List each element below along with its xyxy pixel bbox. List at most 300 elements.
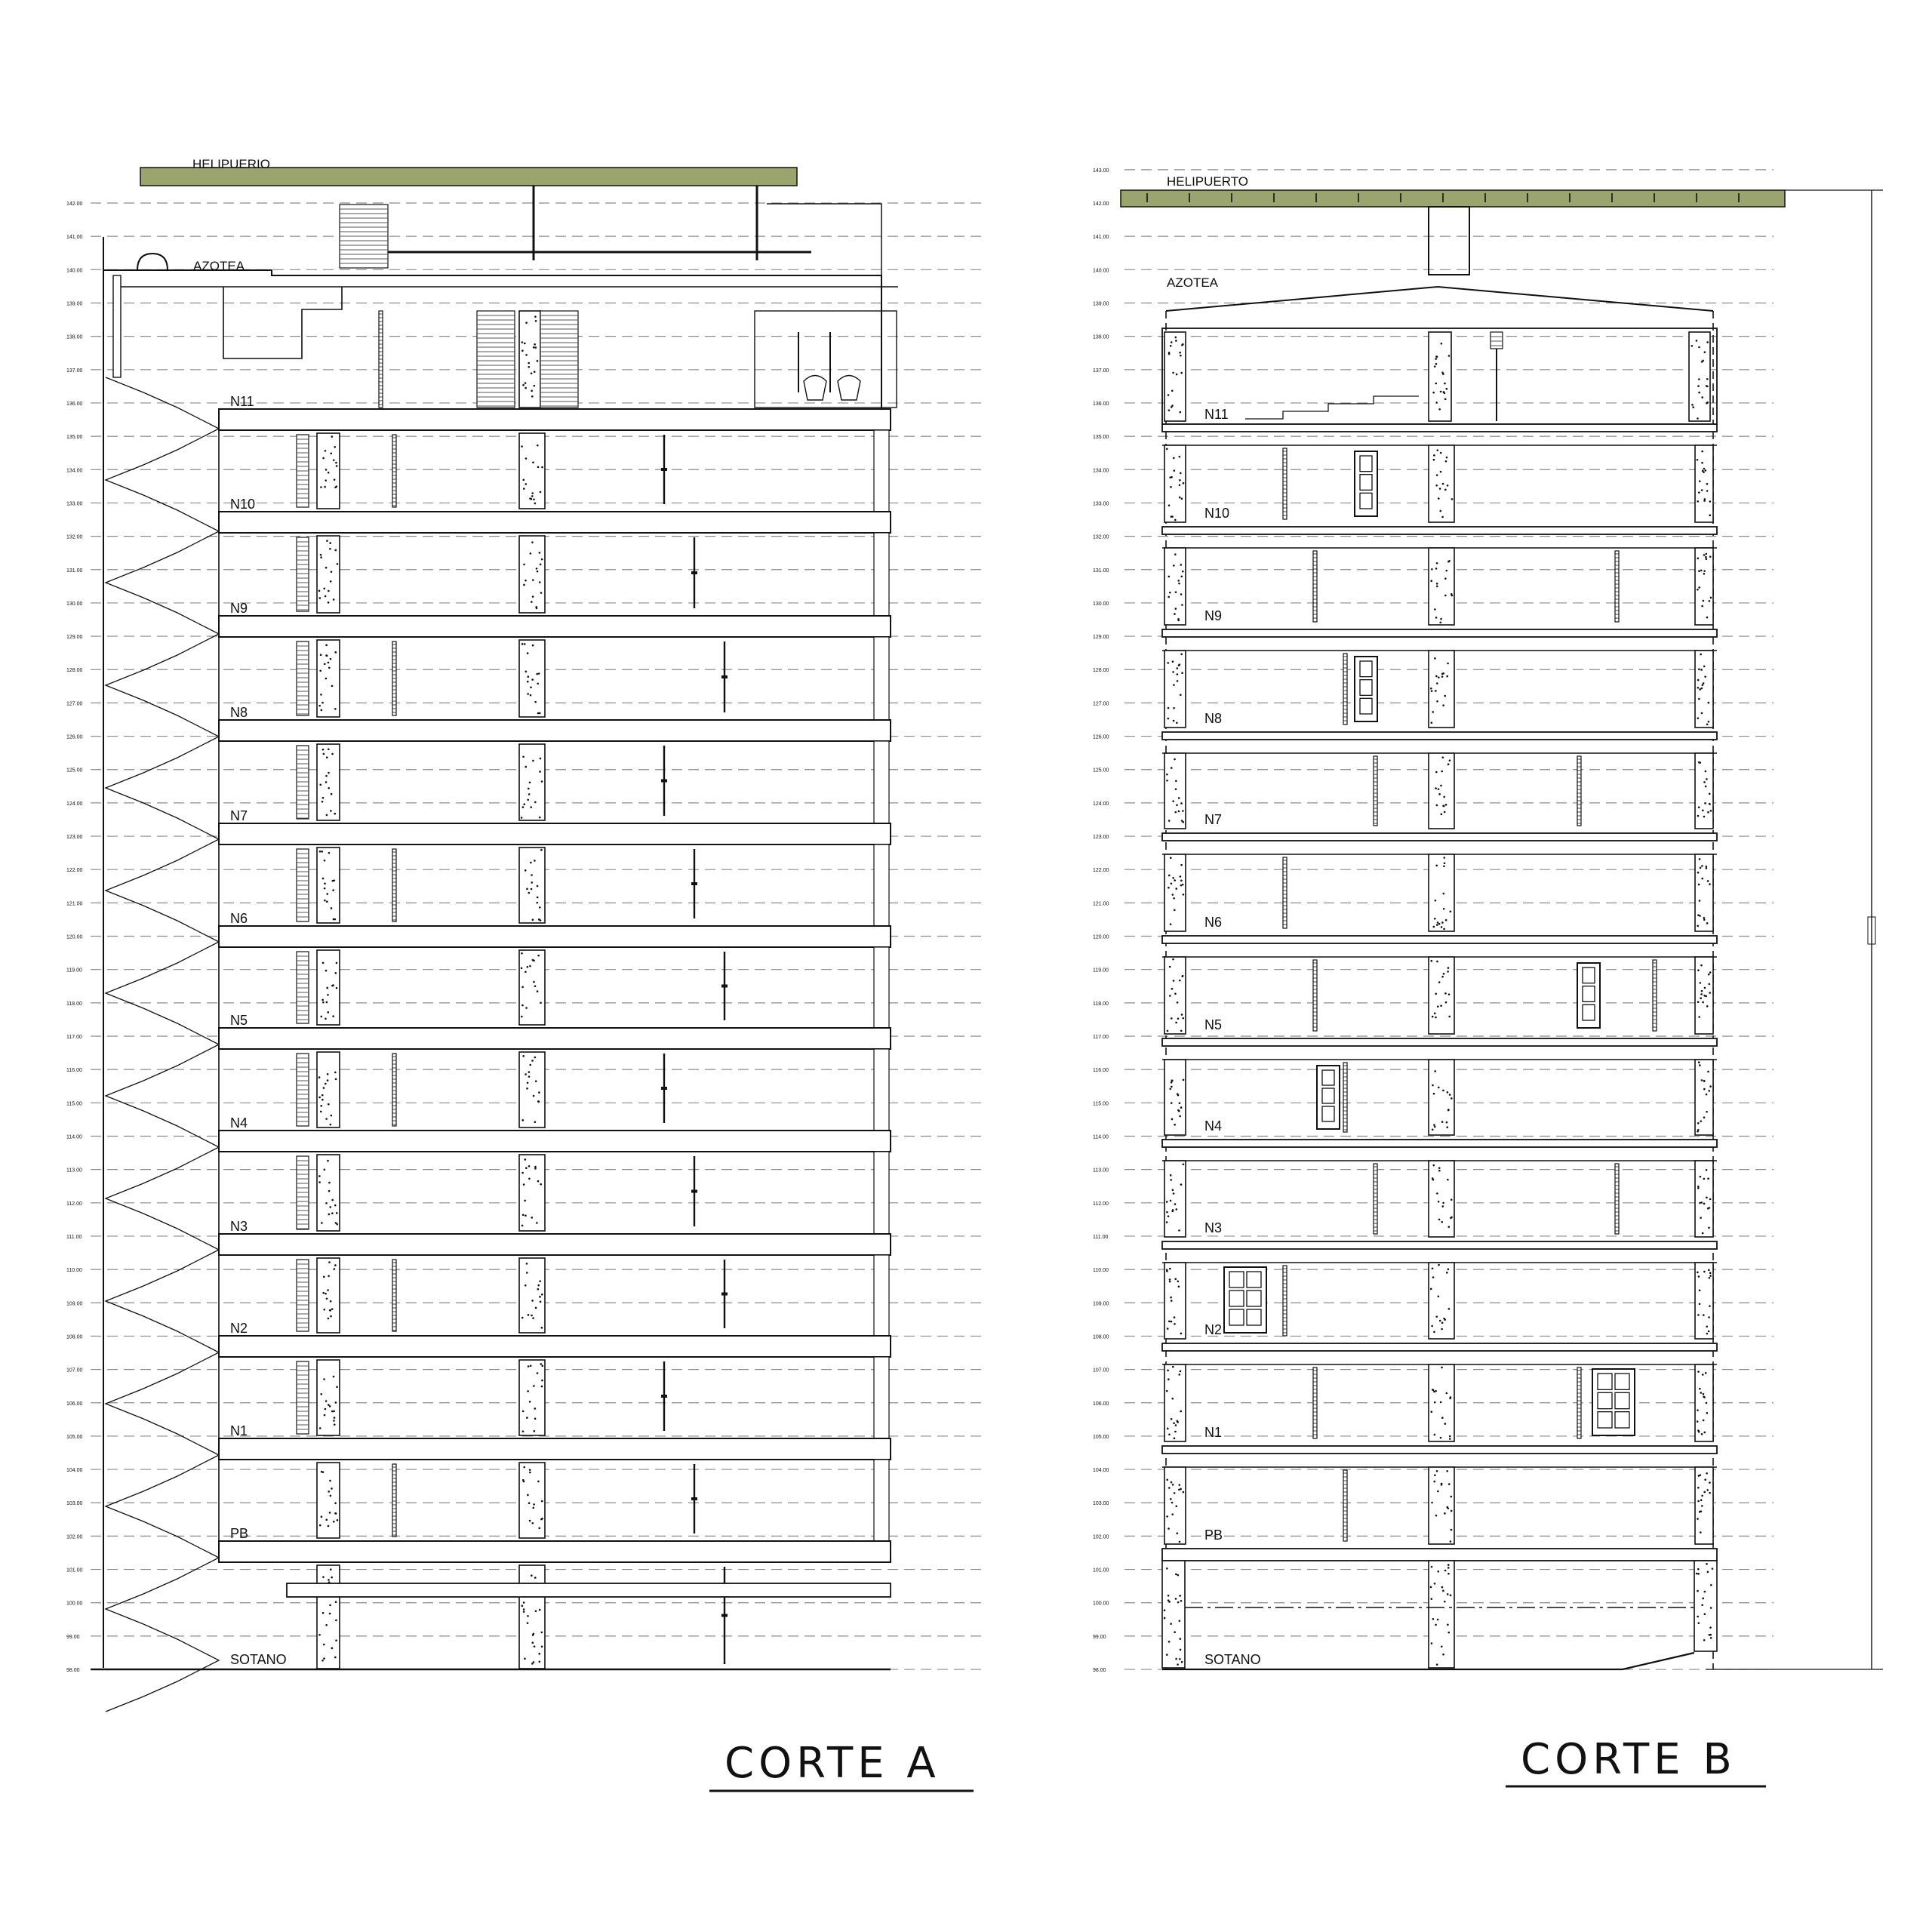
concrete-speckle <box>1699 1388 1701 1390</box>
concrete-speckle <box>1433 1331 1435 1334</box>
concrete-speckle <box>326 900 328 903</box>
concrete-speckle <box>1168 875 1171 877</box>
concrete-speckle <box>540 758 542 760</box>
concrete-speckle <box>1702 1001 1704 1004</box>
concrete-speckle <box>1704 802 1706 804</box>
concrete-speckle <box>1697 1314 1700 1316</box>
concrete-speckle <box>1436 583 1438 585</box>
concrete-speckle <box>322 962 325 964</box>
concrete-speckle <box>332 1015 334 1017</box>
concrete-speckle <box>1438 1219 1441 1221</box>
concrete-speckle <box>1166 774 1168 776</box>
concrete-speckle <box>1697 717 1700 719</box>
concrete-speckle <box>318 1181 321 1183</box>
concrete-speckle <box>1168 504 1171 506</box>
concrete-speckle <box>1177 580 1180 582</box>
roof-label-b: AZOTEA <box>1167 275 1219 290</box>
level-label: N1 <box>1204 1425 1223 1440</box>
concrete-speckle <box>1432 1276 1435 1278</box>
concrete-speckle <box>1700 964 1703 967</box>
concrete-speckle <box>1444 1423 1447 1425</box>
concrete-speckle <box>1182 571 1184 573</box>
concrete-speckle <box>1435 675 1438 678</box>
concrete-speckle <box>1446 1506 1448 1509</box>
concrete-speckle <box>329 548 331 550</box>
concrete-speckle <box>521 1225 524 1227</box>
concrete-speckle <box>1436 1663 1438 1666</box>
concrete-speckle <box>1178 811 1180 813</box>
elevation-tick-label: 117.00 <box>66 1035 82 1040</box>
floor-slab <box>219 823 891 844</box>
concrete-speckle <box>1443 1318 1445 1320</box>
concrete-speckle <box>335 1401 337 1404</box>
concrete-speckle <box>333 1420 335 1422</box>
concrete-speckle <box>534 1430 536 1432</box>
concrete-speckle <box>1171 1418 1173 1420</box>
floor-slab <box>219 1336 891 1357</box>
concrete-speckle <box>1441 516 1444 518</box>
concrete-speckle <box>1708 1331 1710 1333</box>
concrete-speckle <box>1697 1487 1700 1489</box>
concrete-speckle <box>528 366 530 368</box>
concrete-speckle <box>1697 589 1699 591</box>
elevation-tick-label: 122.00 <box>1093 868 1109 874</box>
concrete-speckle <box>1444 695 1446 697</box>
concrete-speckle <box>538 672 540 675</box>
concrete-speckle <box>528 1365 530 1367</box>
concrete-speckle <box>1174 1438 1176 1440</box>
concrete-speckle <box>1447 1632 1450 1634</box>
concrete-speckle <box>532 760 534 762</box>
concrete-speckle <box>1698 491 1700 494</box>
concrete-speckle <box>1444 398 1447 400</box>
concrete-speckle <box>325 645 328 647</box>
door-leaf <box>1224 1267 1266 1333</box>
concrete-speckle <box>1704 1591 1706 1593</box>
concrete-speckle <box>1443 857 1445 859</box>
concrete-speckle <box>1707 1177 1709 1180</box>
concrete-speckle <box>1447 763 1450 765</box>
concrete-speckle <box>1435 383 1437 385</box>
concrete-speckle <box>320 556 322 558</box>
level-label: N11 <box>230 394 254 409</box>
concrete-speckle <box>1180 355 1182 357</box>
window-handle <box>661 468 667 471</box>
concrete-speckle <box>1699 1064 1701 1066</box>
concrete-speckle <box>1434 1126 1436 1128</box>
concrete-speckle <box>537 712 540 715</box>
concrete-speckle <box>529 781 531 783</box>
concrete-speckle <box>1435 1315 1438 1318</box>
elevation-tick-label: 108.00 <box>66 1334 83 1340</box>
concrete-speckle <box>329 1405 331 1407</box>
facade-column <box>874 1152 889 1234</box>
elevation-tick-label: 138.00 <box>66 334 83 340</box>
concrete-speckle <box>330 1568 332 1571</box>
concrete-speckle <box>532 1641 534 1644</box>
concrete-speckle <box>327 1073 329 1075</box>
concrete-speckle <box>1167 1327 1169 1330</box>
concrete-speckle <box>522 1430 525 1432</box>
concrete-speckle <box>523 1611 525 1613</box>
concrete-speckle <box>1182 1017 1184 1020</box>
level-label: N3 <box>1204 1220 1223 1235</box>
concrete-speckle <box>1168 1378 1170 1380</box>
concrete-speckle <box>1447 967 1450 969</box>
concrete-speckle <box>1171 988 1174 990</box>
roof-label-a: AZOTEA <box>193 259 245 273</box>
concrete-speckle <box>1700 1531 1702 1534</box>
concrete-speckle <box>1433 1124 1435 1126</box>
concrete-column <box>1695 1263 1713 1339</box>
concrete-speckle <box>1168 1434 1171 1436</box>
facade-column <box>874 1255 889 1336</box>
concrete-column <box>519 848 545 923</box>
concrete-speckle <box>1177 1601 1180 1604</box>
window-handle <box>661 780 667 783</box>
concrete-speckle <box>1435 690 1437 692</box>
floor-slab <box>219 512 891 533</box>
concrete-speckle <box>525 321 528 324</box>
concrete-speckle <box>1170 1200 1172 1202</box>
elevation-tick-label: 115.00 <box>66 1101 82 1107</box>
concrete-speckle <box>1166 1221 1168 1223</box>
concrete-speckle <box>322 1292 325 1294</box>
concrete-speckle <box>325 450 327 452</box>
concrete-speckle <box>524 643 526 645</box>
level-label: N10 <box>1204 506 1230 521</box>
concrete-speckle <box>1705 786 1707 788</box>
elevation-tick-label: 143.00 <box>1093 168 1109 174</box>
concrete-speckle <box>334 1423 336 1426</box>
concrete-speckle <box>325 775 328 777</box>
concrete-speckle <box>1437 1619 1439 1621</box>
concrete-speckle <box>1445 570 1447 572</box>
concrete-speckle <box>528 1071 531 1073</box>
concrete-speckle <box>1164 1609 1166 1611</box>
concrete-speckle <box>1179 1102 1181 1104</box>
concrete-speckle <box>524 343 526 345</box>
concrete-speckle <box>1444 595 1447 597</box>
concrete-speckle <box>1169 592 1171 594</box>
concrete-speckle <box>1180 875 1182 878</box>
concrete-speckle <box>1179 1595 1181 1597</box>
concrete-speckle <box>1166 448 1168 451</box>
concrete-speckle <box>1703 666 1706 668</box>
window-handle <box>691 882 697 885</box>
concrete-speckle <box>1441 926 1443 928</box>
concrete-speckle <box>330 1495 332 1497</box>
concrete-speckle <box>328 748 330 750</box>
concrete-speckle <box>527 798 529 801</box>
elevation-tick-label: 135.00 <box>66 435 83 441</box>
concrete-speckle <box>1709 992 1711 994</box>
concrete-speckle <box>527 681 529 683</box>
concrete-speckle <box>1168 576 1171 578</box>
level-label: N2 <box>1204 1322 1223 1337</box>
concrete-speckle <box>1439 510 1441 512</box>
concrete-speckle <box>328 852 331 854</box>
elevation-tick-label: 133.00 <box>66 501 83 507</box>
concrete-speckle <box>1171 1086 1173 1088</box>
concrete-speckle <box>523 803 525 805</box>
concrete-speckle <box>1434 1583 1436 1585</box>
concrete-speckle <box>1432 1267 1434 1269</box>
concrete-speckle <box>533 1503 535 1506</box>
concrete-speckle <box>1443 973 1445 975</box>
concrete-speckle <box>540 849 543 851</box>
concrete-speckle <box>1703 573 1706 575</box>
concrete-speckle <box>527 966 529 968</box>
concrete-speckle <box>322 749 325 751</box>
concrete-speckle <box>1444 488 1447 491</box>
concrete-speckle <box>330 1300 332 1303</box>
concrete-speckle <box>539 552 541 554</box>
concrete-speckle <box>532 461 534 463</box>
concrete-speckle <box>1700 997 1702 999</box>
window-handle <box>661 1395 667 1398</box>
concrete-speckle <box>1449 1435 1451 1438</box>
concrete-speckle <box>525 869 527 872</box>
concrete-speckle <box>1164 1617 1166 1620</box>
concrete-speckle <box>530 862 532 864</box>
concrete-speckle <box>1179 1115 1181 1118</box>
concrete-speckle <box>1447 1573 1450 1575</box>
concrete-speckle <box>1697 1272 1699 1274</box>
floor-slab <box>1162 1038 1717 1046</box>
concrete-speckle <box>1438 408 1441 411</box>
concrete-speckle <box>1446 675 1448 678</box>
concrete-speckle <box>538 1527 540 1529</box>
floor-slab <box>1162 1140 1717 1147</box>
level-label: N7 <box>1204 812 1223 827</box>
concrete-speckle <box>1166 780 1168 782</box>
concrete-speckle <box>521 643 524 645</box>
elevation-tick-label: 98.00 <box>66 1668 80 1674</box>
concrete-speckle <box>334 1204 337 1207</box>
concrete-speckle <box>1175 888 1177 890</box>
concrete-speckle <box>538 1100 540 1103</box>
concrete-speckle <box>1180 654 1183 656</box>
concrete-speckle <box>1439 1320 1441 1322</box>
concrete-speckle <box>1174 811 1177 814</box>
elevation-tick-label: 111.00 <box>1093 1234 1109 1240</box>
concrete-speckle <box>528 892 530 894</box>
concrete-speckle <box>1431 1566 1433 1568</box>
concrete-speckle <box>327 994 329 996</box>
concrete-speckle <box>538 918 540 921</box>
concrete-speckle <box>522 384 525 386</box>
concrete-speckle <box>534 1057 537 1059</box>
concrete-speckle <box>326 814 328 817</box>
elevation-tick-label: 103.00 <box>66 1501 83 1507</box>
concrete-speckle <box>1182 343 1184 346</box>
concrete-speckle <box>1447 1226 1450 1228</box>
floor-slab <box>1162 527 1717 534</box>
concrete-speckle <box>531 1060 534 1062</box>
concrete-speckle <box>540 592 543 594</box>
concrete-speckle <box>1173 707 1175 709</box>
concrete-speckle <box>1174 909 1176 912</box>
elevation-tick-label: 112.00 <box>66 1201 82 1207</box>
concrete-speckle <box>331 1487 333 1490</box>
concrete-speckle <box>541 466 543 469</box>
concrete-speckle <box>528 793 531 795</box>
concrete-speckle <box>1448 993 1451 995</box>
concrete-speckle <box>1446 1126 1448 1128</box>
concrete-speckle <box>1173 684 1175 686</box>
concrete-speckle <box>1176 1505 1178 1507</box>
concrete-speckle <box>334 1264 337 1266</box>
concrete-speckle <box>325 1624 328 1626</box>
concrete-speckle <box>1709 803 1711 805</box>
concrete-column <box>1164 1263 1186 1339</box>
concrete-speckle <box>1441 756 1444 758</box>
concrete-speckle <box>1701 865 1703 867</box>
concrete-speckle <box>1432 1389 1434 1391</box>
level-label: SOTANO <box>1204 1652 1261 1667</box>
concrete-speckle <box>1451 1510 1453 1512</box>
concrete-speckle <box>1181 497 1183 500</box>
concrete-speckle <box>529 1469 531 1471</box>
concrete-speckle <box>1179 663 1181 666</box>
concrete-speckle <box>1179 352 1181 354</box>
concrete-speckle <box>1706 867 1708 869</box>
concrete-speckle <box>1441 1367 1443 1369</box>
elevation-tick-label: 114.00 <box>1093 1134 1109 1140</box>
concrete-speckle <box>1708 1269 1710 1271</box>
concrete-column <box>1164 854 1186 931</box>
concrete-speckle <box>537 1288 540 1291</box>
concrete-speckle <box>335 1601 337 1603</box>
concrete-speckle <box>531 1315 533 1317</box>
floor-slab <box>1162 936 1717 943</box>
concrete-speckle <box>1435 363 1438 365</box>
concrete-speckle <box>1180 880 1183 882</box>
concrete-speckle <box>334 708 337 710</box>
concrete-speckle <box>321 801 324 803</box>
concrete-speckle <box>1166 1270 1168 1272</box>
elevation-tick-label: 114.00 <box>66 1134 82 1140</box>
concrete-speckle <box>537 990 539 992</box>
concrete-speckle <box>1697 687 1700 689</box>
concrete-speckle <box>1171 1017 1173 1020</box>
facade-column <box>874 1357 889 1438</box>
concrete-speckle <box>1697 1568 1700 1571</box>
elevation-tick-label: 108.00 <box>1093 1334 1109 1340</box>
concrete-speckle <box>534 860 536 862</box>
concrete-speckle <box>1180 694 1182 697</box>
concrete-speckle <box>319 1524 321 1527</box>
elevation-tick-label: 134.00 <box>66 468 83 474</box>
concrete-speckle <box>1449 759 1451 761</box>
concrete-speckle <box>1171 515 1173 518</box>
concrete-speckle <box>329 1309 331 1312</box>
concrete-speckle <box>1700 1120 1702 1122</box>
concrete-speckle <box>328 666 331 669</box>
elevation-tick-label: 133.00 <box>1093 501 1109 507</box>
concrete-speckle <box>1698 1622 1700 1624</box>
concrete-speckle <box>537 1372 539 1374</box>
concrete-speckle <box>1697 1518 1699 1520</box>
elevation-tick-label: 130.00 <box>66 601 83 607</box>
concrete-speckle <box>1437 921 1439 924</box>
elevation-tick-label: 102.00 <box>66 1534 83 1540</box>
concrete-column <box>1429 1364 1454 1441</box>
concrete-column <box>1429 1060 1454 1135</box>
concrete-speckle <box>1177 680 1179 682</box>
concrete-speckle <box>1703 554 1706 556</box>
concrete-speckle <box>526 1417 528 1419</box>
concrete-speckle <box>318 1175 321 1177</box>
elevation-tick-label: 109.00 <box>66 1301 83 1307</box>
concrete-speckle <box>1703 1491 1706 1494</box>
concrete-speckle <box>330 658 332 660</box>
concrete-speckle <box>333 918 335 921</box>
concrete-speckle <box>1691 404 1694 406</box>
concrete-speckle <box>1168 394 1170 396</box>
concrete-speckle <box>534 701 537 703</box>
concrete-column <box>317 433 340 509</box>
elevation-tick-label: 140.00 <box>1093 268 1109 274</box>
concrete-speckle <box>1176 374 1178 376</box>
concrete-speckle <box>1709 1634 1711 1636</box>
concrete-speckle <box>1168 1595 1170 1597</box>
floor-slab <box>219 720 891 741</box>
concrete-speckle <box>325 678 328 680</box>
concrete-speckle <box>1710 597 1712 599</box>
concrete-speckle <box>1178 1285 1180 1287</box>
elevation-tick-label: 122.00 <box>66 868 83 874</box>
concrete-speckle <box>1183 1163 1185 1165</box>
concrete-speckle <box>325 1017 327 1020</box>
concrete-speckle <box>1442 1654 1444 1656</box>
concrete-speckle <box>319 597 321 599</box>
concrete-speckle <box>1170 1297 1172 1299</box>
elevation-tick-label: 102.00 <box>1093 1534 1109 1540</box>
concrete-speckle <box>541 1645 543 1647</box>
concrete-speckle <box>1430 580 1432 582</box>
masonry-wall <box>1491 332 1503 349</box>
concrete-speckle <box>1438 1264 1440 1266</box>
concrete-speckle <box>1168 352 1171 354</box>
concrete-speckle <box>522 1411 525 1413</box>
concrete-speckle <box>1166 1654 1168 1656</box>
concrete-speckle <box>1706 723 1709 725</box>
concrete-speckle <box>331 571 333 573</box>
concrete-speckle <box>1706 558 1708 560</box>
concrete-speckle <box>1433 454 1435 457</box>
concrete-speckle <box>1175 1574 1177 1576</box>
concrete-speckle <box>1436 804 1438 807</box>
concrete-speckle <box>335 1078 337 1081</box>
concrete-speckle <box>525 671 528 673</box>
concrete-speckle <box>1180 564 1182 566</box>
concrete-speckle <box>327 1289 329 1291</box>
concrete-speckle <box>522 755 525 758</box>
concrete-speckle <box>318 590 321 592</box>
concrete-speckle <box>320 1393 322 1395</box>
concrete-speckle <box>541 1380 543 1382</box>
concrete-speckle <box>1703 471 1705 473</box>
concrete-speckle <box>1443 908 1445 910</box>
concrete-speckle <box>1435 617 1438 619</box>
concrete-speckle <box>1442 1590 1444 1592</box>
concrete-speckle <box>1179 1658 1181 1660</box>
concrete-speckle <box>1169 1281 1171 1283</box>
concrete-speckle <box>1440 618 1442 620</box>
concrete-speckle <box>1703 1420 1705 1422</box>
